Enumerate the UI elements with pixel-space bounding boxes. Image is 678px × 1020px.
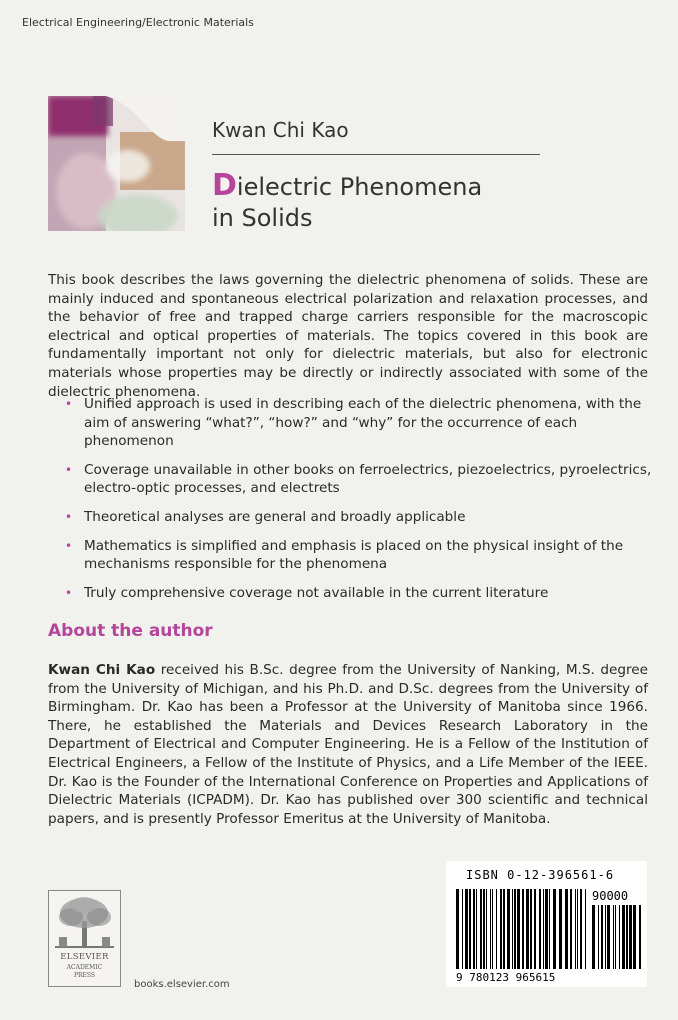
barcode-graphic [446,861,647,987]
author-bio [48,661,648,828]
category-label: Electrical Engineering/Electronic Materials [22,16,254,29]
list-item [48,395,652,451]
bullet-dot-icon: • [65,397,73,411]
addon-number: 90000 [592,889,629,903]
list-item-text: Truly comprehensive coverage not available in the current literature [84,584,549,601]
ean-number: 9 780123 965615 [456,971,556,984]
bullet-dot-icon: • [65,509,73,524]
bio-text: received his B.Sc. degree from the University of Nanking, M.S. degree from the University of Michigan, and his Ph.D. and D.Sc. degrees from the University of Birmingham. Dr. Kao has been a Professor at the University of Manitoba since 1966. There, he established the Materials and Devices Research Laboratory in the Department of Electrical and Computer Engineering. He is a Fellow of the Institution of Electrical Engineers, a Fellow of the Institute of Physics, and a Life Member of the IEEE. Dr. Kao is the Founder of the International Conference on Properties and Applications of Dielectric Materials (ICPADM). Dr. Kao has published over 300 scientific and technical papers, and is presently Professor Emeritus at the University of Manitoba. [48,662,648,827]
logo-press-text: PRESS [73,972,96,979]
list-item-text: Coverage unavailable in other books on ferroelectrics, piezoelectrics, pyroelectrics, electro-optic processes, and electrets [84,461,652,497]
about-author-heading: About the author [48,621,213,641]
title-line-2: in Solids [212,204,313,232]
bullet-dot-icon: • [65,585,73,600]
book-title [212,170,482,234]
list-item [48,508,652,527]
ean-barcode-bars [456,889,586,969]
title-divider [212,154,540,155]
cover-artwork [48,96,185,231]
logo-elsevier-text: ELSEVIER [60,952,109,962]
list-item-text: Theoretical analyses are general and broadly applicable [84,508,466,525]
isbn-number: ISBN 0-12-396561-6 [466,868,615,882]
list-item-text: Mathematics is simplified and emphasis is placed on the physical insight of the mechanisms responsible for the phenomena [84,537,624,573]
logo-academic-text: ACADEMIC [66,964,103,971]
cover-art-image [48,96,185,231]
cover-author: Kwan Chi Kao [212,118,349,142]
bullet-dot-icon: • [65,538,73,553]
addon-barcode-bars [592,905,641,969]
bio-author-name: Kwan Chi Kao [48,662,156,678]
list-item [48,584,652,603]
title-initial: D [212,168,237,203]
publisher-website: books.elsevier.com [134,979,230,990]
list-item [48,461,652,498]
title-line-1: ielectric Phenomena [236,173,483,201]
feature-list [48,395,652,602]
book-description: This book describes the laws governing the dielectric phenomena of solids. These are mainly induced and spontaneous electrical polarization and relaxation processes, and the behavior of free and trapped charge carriers responsible for the macroscopic electrical and optical properties of materials. The topics covered in this book are fundamentally important not only for dielectric materials, but also for electronic materials whose properties may be directly or indirectly associated with some of the dielectric phenomena. [48,272,648,400]
barcode-area [446,861,647,987]
bullet-dot-icon: • [65,462,73,477]
list-item [48,537,652,574]
elsevier-tree-icon [49,893,120,951]
publisher-logo [48,890,121,987]
list-item-text: Unified approach is used in describing each of the dielectric phenomena, with the aim of answering “what?”, “how?” and “why” for the occurrence of each phenomenon [84,396,642,450]
